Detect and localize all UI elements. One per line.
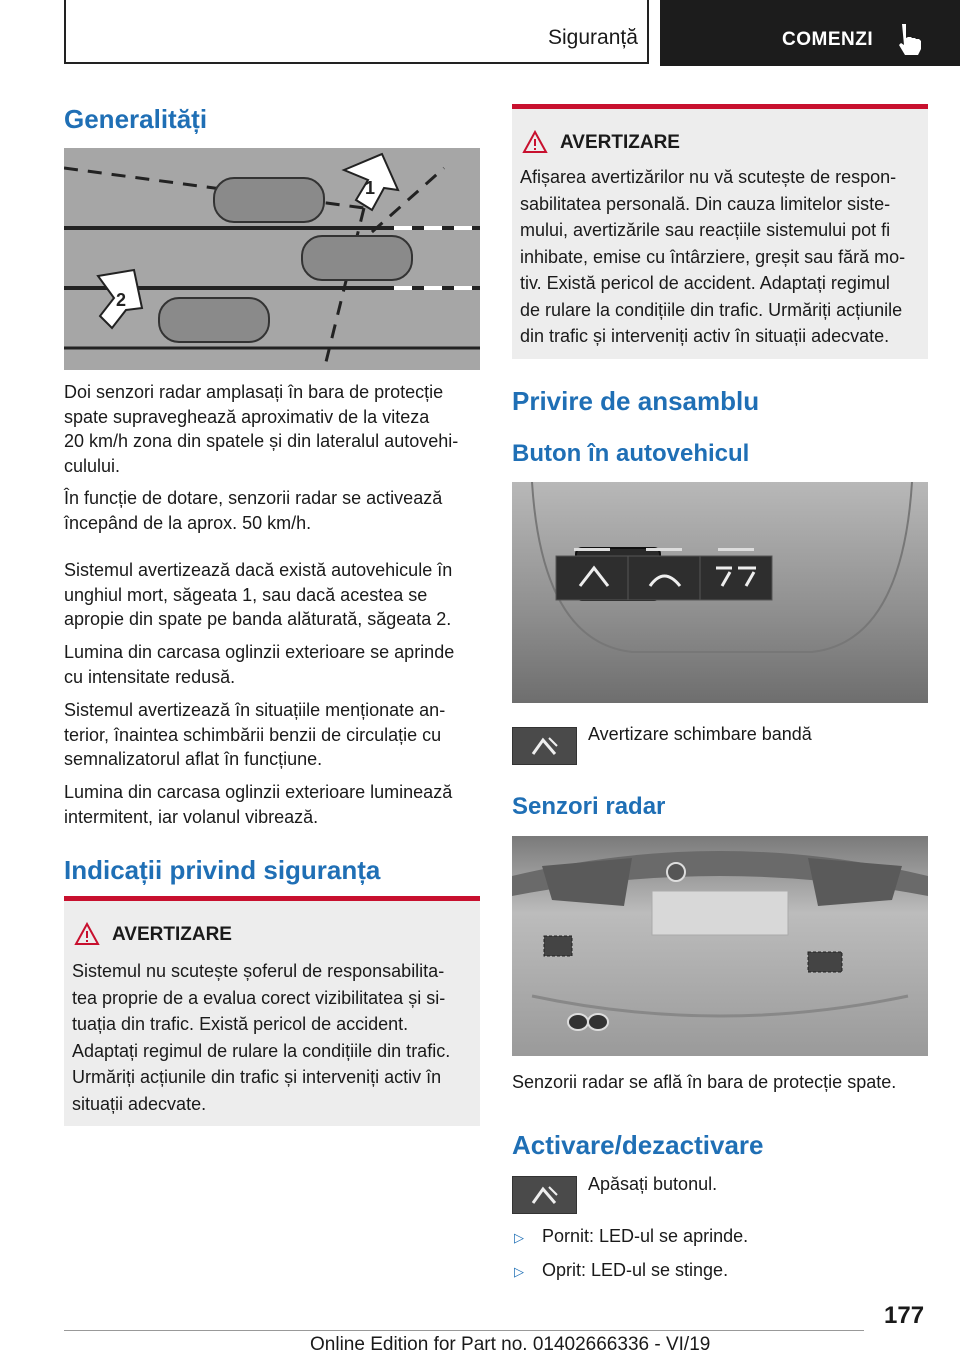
line: inhibate, emise cu întârziere, greșit sau fără mo- xyxy=(520,246,906,267)
line: unghiul mort, săgeata 1, sau dacă acestea se xyxy=(64,584,428,605)
heading-overview: Privire de ansamblu xyxy=(512,386,760,416)
line: tea proprie de a evalua corect vizibilitatea și si- xyxy=(72,987,446,1008)
line: sabilitatea personală. Din cauza limitelor siste- xyxy=(520,193,891,214)
line: terior, înaintea schimbării benzii de circulație cu xyxy=(64,724,442,745)
line: 20 km/h zona din spatele și din lateralul autovehi- xyxy=(64,431,459,451)
heading-safety-notes: Indicații privind siguranța xyxy=(64,855,381,885)
press-button-instruction: Apăsați butonul. xyxy=(588,1174,718,1194)
header-chapter-title: COMENZI xyxy=(782,29,874,50)
warning-triangle-icon xyxy=(74,922,100,946)
paragraph-mirror-flashing xyxy=(64,780,484,829)
arrow-2-label: 2 xyxy=(116,290,127,310)
line: culului. xyxy=(64,455,121,476)
line: tiv. Există pericol de accident. Adaptați regimul xyxy=(520,273,890,293)
line: Afișarea avertizărilor nu vă scutește de respon- xyxy=(520,167,897,187)
line: Lumina din carcasa oglinzii exterioare luminează xyxy=(64,782,453,802)
button-caption: Avertizare schimbare bandă xyxy=(588,724,812,744)
line: apropie din spate pe banda alăturată, săgeata 2. xyxy=(64,609,452,629)
warning-title: AVERTIZARE xyxy=(560,132,680,153)
warning-triangle-icon xyxy=(522,130,548,154)
header-section-title: Siguranță xyxy=(548,26,638,49)
bullet-text: Pornit: LED-ul se aprinde. xyxy=(542,1226,749,1246)
lane-change-warning-button-icon xyxy=(512,727,577,765)
line: Doi senzori radar amplasați în bara de protecție xyxy=(64,382,444,402)
rear-bumper-photo xyxy=(512,836,928,1056)
line: din trafic și interveniți activ în situații adecvate. xyxy=(520,326,890,346)
sensors-caption: Senzorii radar se află în bara de protecție spate. xyxy=(512,1072,897,1092)
line: spate supraveghează aproximativ de la viteza xyxy=(64,406,430,427)
line: mului, avertizările sau reacțiile sistemului pot fi xyxy=(520,220,891,240)
triangle-bullet-icon: ▷ xyxy=(514,1230,524,1245)
heading-radar-sensors: Senzori radar xyxy=(512,793,666,820)
line: intermitent, iar volanul vibrează. xyxy=(64,806,319,827)
footer-rule xyxy=(64,1330,864,1331)
line: tuația din trafic. Există pericol de accident. xyxy=(72,1014,409,1034)
blind-spot-illustration xyxy=(64,148,480,370)
page-number: 177 xyxy=(884,1302,925,1329)
line: Sistemul nu scutește șoferul de responsabilita- xyxy=(72,961,445,981)
warning-text xyxy=(72,958,482,1117)
line: Urmăriți acțiunile din trafic și interveniți activ în xyxy=(72,1067,442,1087)
paragraph-system-warns xyxy=(64,558,484,632)
heading-generalitati: Generalități xyxy=(64,104,208,134)
line: cu intensitate redusă. xyxy=(64,666,236,687)
paragraph-activation-speed xyxy=(64,486,484,535)
line: Lumina din carcasa oglinzii exterioare se aprinde xyxy=(64,642,455,662)
line: Sistemul avertizează în situațiile menționate an- xyxy=(64,700,446,720)
warning-text xyxy=(520,164,930,350)
warning-title: AVERTIZARE xyxy=(112,924,232,945)
paragraph-warning-before-lane-change xyxy=(64,698,484,772)
arrow-1-label: 1 xyxy=(365,178,376,198)
bullet-text: Oprit: LED-ul se stinge. xyxy=(542,1260,729,1280)
paragraph-radar-sensors xyxy=(64,380,484,478)
heading-activation: Activare/dezactivare xyxy=(512,1130,764,1160)
paragraph-mirror-light xyxy=(64,640,484,689)
lane-change-warning-button-icon xyxy=(512,1176,577,1214)
line: Sistemul avertizează dacă există autovehicule în xyxy=(64,560,453,580)
line: de rulare la condițiile din trafic. Urmăriți acțiunile xyxy=(520,299,903,320)
edition-footer: Online Edition for Part no. 01402666336 - VI/19 xyxy=(310,1334,711,1355)
heading-button-in-vehicle: Buton în autovehicul xyxy=(512,440,750,467)
line: În funcție de dotare, senzorii radar se activează xyxy=(64,488,443,508)
line: începând de la aprox. 50 km/h. xyxy=(64,512,312,533)
button-panel-photo xyxy=(512,482,928,703)
pointing-hand-icon xyxy=(892,22,924,56)
line: Adaptați regimul de rulare la condițiile din trafic. xyxy=(72,1040,451,1061)
line: semnalizatorul aflat în funcțiune. xyxy=(64,749,323,769)
line: situații adecvate. xyxy=(72,1093,207,1114)
triangle-bullet-icon: ▷ xyxy=(514,1264,524,1279)
